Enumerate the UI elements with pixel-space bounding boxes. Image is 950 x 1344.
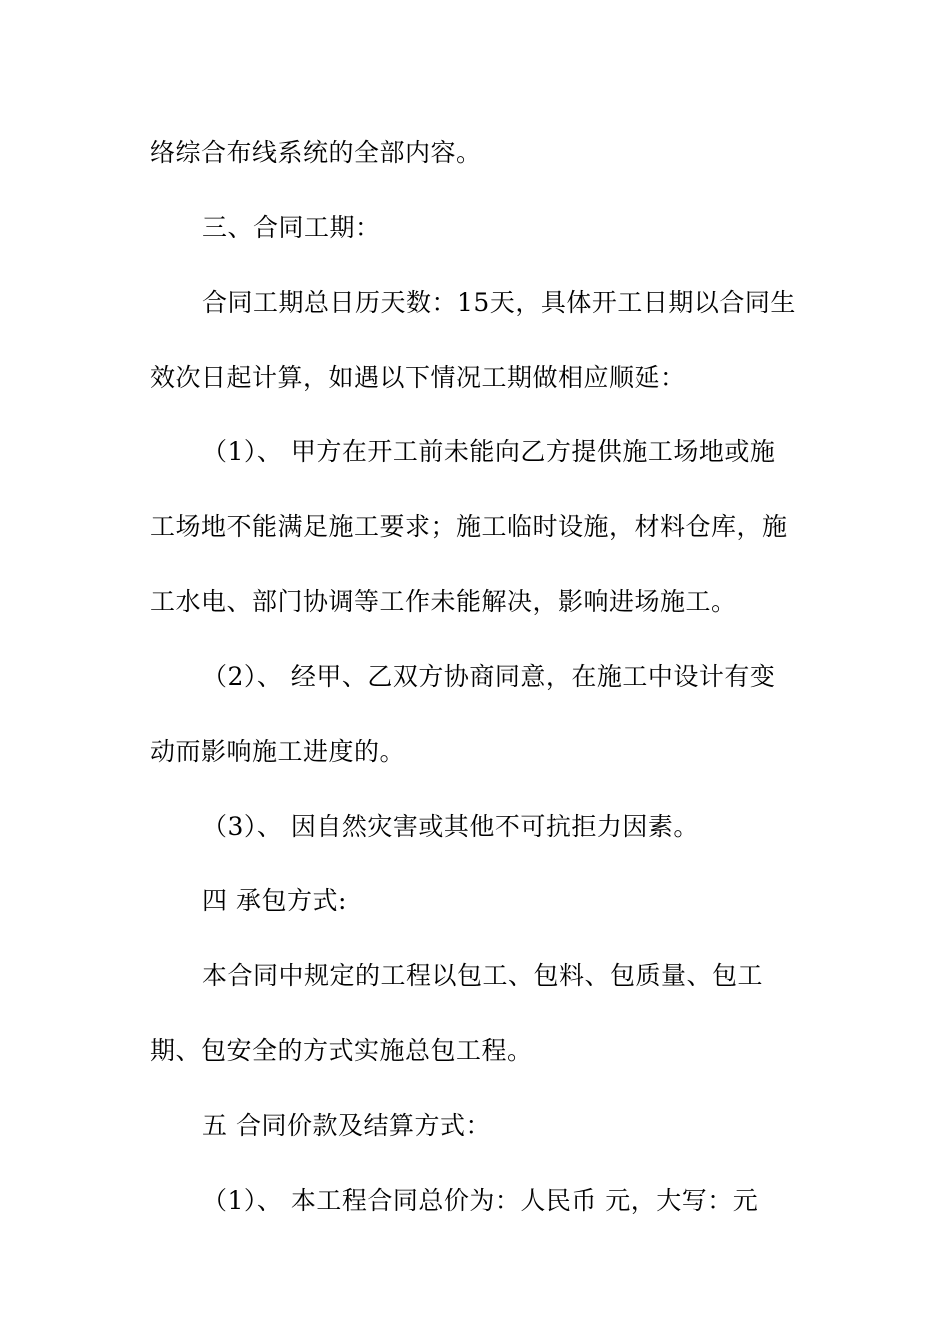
- list-item-line: （1）、 甲方在开工前未能向乙方提供施工场地或施: [202, 437, 776, 466]
- list-item-line: （1）、 本工程合同总价为：人民币 元，大写：元: [202, 1186, 759, 1215]
- paragraph-line: 效次日起计算，如遇以下情况工期做相应顺延：: [150, 363, 686, 392]
- paragraph-line: 本合同中规定的工程以包工、包料、包质量、包工: [202, 961, 764, 990]
- paragraph-line: 络综合布线系统的全部内容。: [150, 138, 482, 167]
- section-heading: 三、合同工期：: [202, 213, 381, 242]
- paragraph-line: 合同工期总日历天数：15天，具体开工日期以合同生: [202, 288, 796, 317]
- section-heading: 四 承包方式:: [202, 886, 347, 915]
- paragraph-line: 期、包安全的方式实施总包工程。: [150, 1036, 533, 1065]
- section-heading: 五 合同价款及结算方式：: [202, 1111, 491, 1140]
- list-item-line: （2）、 经甲、乙双方协商同意，在施工中设计有变: [202, 662, 776, 691]
- paragraph-line: 动而影响施工进度的。: [150, 737, 406, 766]
- list-item-line: （3）、 因自然灾害或其他不可抗拒力因素。: [202, 812, 699, 841]
- paragraph-line: 工水电、部门协调等工作未能解决，影响进场施工。: [150, 587, 737, 616]
- paragraph-line: 工场地不能满足施工要求；施工临时设施，材料仓库，施: [150, 512, 788, 541]
